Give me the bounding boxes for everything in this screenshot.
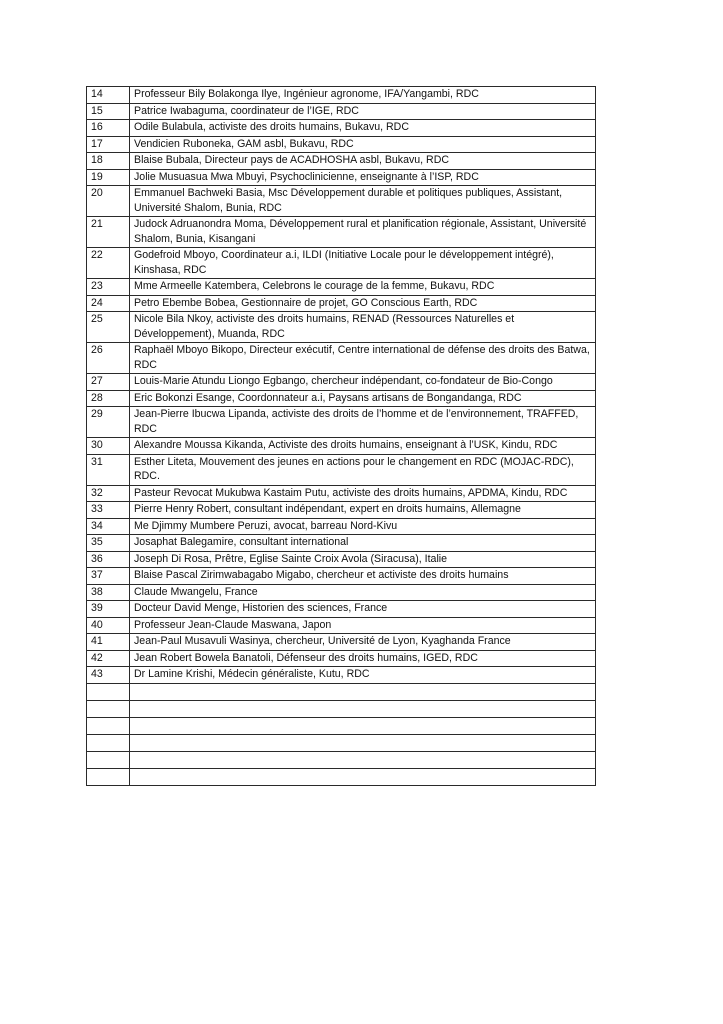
table-row	[87, 248, 596, 279]
row-number-cell: 26	[87, 343, 130, 374]
table-row	[87, 734, 596, 751]
signatory-cell: Claude Mwangelu, France	[130, 584, 596, 601]
table-row	[87, 584, 596, 601]
row-number-cell: 24	[87, 295, 130, 312]
row-number-cell: 36	[87, 551, 130, 568]
signatory-cell	[130, 683, 596, 700]
signatory-cell: Blaise Pascal Zirimwabagabo Migabo, chercheur et activiste des droits humains	[130, 568, 596, 585]
row-number-cell	[87, 717, 130, 734]
row-number-cell: 27	[87, 374, 130, 391]
signatory-cell	[130, 768, 596, 785]
table-row	[87, 374, 596, 391]
signatory-cell: Vendicien Ruboneka, GAM asbl, Bukavu, RDC	[130, 136, 596, 153]
signatory-cell: Professeur Jean-Claude Maswana, Japon	[130, 617, 596, 634]
row-number-cell	[87, 683, 130, 700]
signatory-cell: Jolie Musuasua Mwa Mbuyi, Psychoclinicienne, enseignante à l’ISP, RDC	[130, 169, 596, 186]
row-number-cell: 29	[87, 407, 130, 438]
table-row	[87, 454, 596, 485]
row-number-cell: 37	[87, 568, 130, 585]
table-row	[87, 153, 596, 170]
table-row	[87, 768, 596, 785]
signatory-cell	[130, 734, 596, 751]
signatories-table-body	[87, 87, 596, 786]
row-number-cell: 43	[87, 667, 130, 684]
signatory-cell: Dr Lamine Krishi, Médecin généraliste, Kutu, RDC	[130, 667, 596, 684]
row-number-cell: 33	[87, 502, 130, 519]
row-number-cell: 14	[87, 87, 130, 104]
table-row	[87, 634, 596, 651]
signatory-cell: Pasteur Revocat Mukubwa Kastaim Putu, activiste des droits humains, APDMA, Kindu, RDC	[130, 485, 596, 502]
table-row	[87, 650, 596, 667]
signatory-cell: Me Djimmy Mumbere Peruzi, avocat, barreau Nord-Kivu	[130, 518, 596, 535]
signatory-cell: Docteur David Menge, Historien des sciences, France	[130, 601, 596, 618]
table-row	[87, 87, 596, 104]
row-number-cell: 21	[87, 217, 130, 248]
row-number-cell: 30	[87, 438, 130, 455]
table-row	[87, 186, 596, 217]
signatory-cell	[130, 717, 596, 734]
table-row	[87, 617, 596, 634]
row-number-cell: 31	[87, 454, 130, 485]
table-row	[87, 518, 596, 535]
table-row	[87, 485, 596, 502]
signatory-cell: Patrice Iwabaguma, coordinateur de l’IGE, RDC	[130, 103, 596, 120]
row-number-cell: 28	[87, 390, 130, 407]
table-row	[87, 295, 596, 312]
signatory-cell: Professeur Bily Bolakonga Ilye, Ingénieur agronome, IFA/Yangambi, RDC	[130, 87, 596, 104]
row-number-cell	[87, 700, 130, 717]
row-number-cell: 23	[87, 279, 130, 296]
row-number-cell: 19	[87, 169, 130, 186]
row-number-cell	[87, 751, 130, 768]
signatory-cell	[130, 751, 596, 768]
signatory-cell	[130, 700, 596, 717]
signatory-cell: Jean-Pierre Ibucwa Lipanda, activiste des droits de l’homme et de l’environnement, TRAFFED, RDC	[130, 407, 596, 438]
signatory-cell: Jean Robert Bowela Banatoli, Défenseur des droits humains, IGED, RDC	[130, 650, 596, 667]
table-row	[87, 438, 596, 455]
row-number-cell: 40	[87, 617, 130, 634]
table-row	[87, 700, 596, 717]
row-number-cell: 32	[87, 485, 130, 502]
table-row	[87, 169, 596, 186]
table-row	[87, 568, 596, 585]
signatory-cell: Eric Bokonzi Esange, Coordonnateur a.i, Paysans artisans de Bongandanga, RDC	[130, 390, 596, 407]
row-number-cell: 25	[87, 312, 130, 343]
signatory-cell: Judock Adruanondra Moma, Développement rural et planification régionale, Assistant, Université Shalom, Bunia, Kisangani	[130, 217, 596, 248]
signatory-cell: Pierre Henry Robert, consultant indépendant, expert en droits humains, Allemagne	[130, 502, 596, 519]
signatory-cell: Nicole Bila Nkoy, activiste des droits humains, RENAD (Ressources Naturelles et Développement), Muanda, RDC	[130, 312, 596, 343]
signatory-cell: Raphaël Mboyo Bikopo, Directeur exécutif, Centre international de défense des droits des Batwa, RDC	[130, 343, 596, 374]
signatory-cell: Alexandre Moussa Kikanda, Activiste des droits humains, enseignant à l’USK, Kindu, RDC	[130, 438, 596, 455]
table-row	[87, 717, 596, 734]
signatory-cell: Odile Bulabula, activiste des droits humains, Bukavu, RDC	[130, 120, 596, 137]
table-row	[87, 407, 596, 438]
table-row	[87, 667, 596, 684]
table-row	[87, 535, 596, 552]
signatories-table	[86, 86, 596, 786]
table-row	[87, 551, 596, 568]
signatory-cell: Godefroid Mboyo, Coordinateur a.i, ILDI (Initiative Locale pour le développement intégré), Kinshasa, RDC	[130, 248, 596, 279]
row-number-cell: 17	[87, 136, 130, 153]
table-row	[87, 312, 596, 343]
row-number-cell: 18	[87, 153, 130, 170]
table-row	[87, 601, 596, 618]
signatory-cell: Emmanuel Bachweki Basia, Msc Développement durable et politiques publiques, Assistant, Université Shalom, Bunia, RDC	[130, 186, 596, 217]
signatory-cell: Mme Armeelle Katembera, Celebrons le courage de la femme, Bukavu, RDC	[130, 279, 596, 296]
table-row	[87, 217, 596, 248]
table-row	[87, 136, 596, 153]
signatory-cell: Louis-Marie Atundu Liongo Egbango, chercheur indépendant, co-fondateur de Bio-Congo	[130, 374, 596, 391]
table-row	[87, 390, 596, 407]
signatory-cell: Jean-Paul Musavuli Wasinya, chercheur, Université de Lyon, Kyaghanda France	[130, 634, 596, 651]
row-number-cell: 42	[87, 650, 130, 667]
row-number-cell: 16	[87, 120, 130, 137]
table-row	[87, 103, 596, 120]
row-number-cell: 35	[87, 535, 130, 552]
table-row	[87, 120, 596, 137]
signatory-cell: Esther Liteta, Mouvement des jeunes en actions pour le changement en RDC (MOJAC-RDC), RDC.	[130, 454, 596, 485]
row-number-cell: 34	[87, 518, 130, 535]
table-row	[87, 502, 596, 519]
row-number-cell	[87, 734, 130, 751]
table-row	[87, 683, 596, 700]
signatory-cell: Petro Ebembe Bobea, Gestionnaire de projet, GO Conscious Earth, RDC	[130, 295, 596, 312]
row-number-cell: 39	[87, 601, 130, 618]
row-number-cell: 15	[87, 103, 130, 120]
row-number-cell: 22	[87, 248, 130, 279]
row-number-cell	[87, 768, 130, 785]
signatory-cell: Blaise Bubala, Directeur pays de ACADHOSHA asbl, Bukavu, RDC	[130, 153, 596, 170]
row-number-cell: 20	[87, 186, 130, 217]
table-row	[87, 279, 596, 296]
signatory-cell: Josaphat Balegamire, consultant international	[130, 535, 596, 552]
row-number-cell: 41	[87, 634, 130, 651]
table-row	[87, 343, 596, 374]
row-number-cell: 38	[87, 584, 130, 601]
signatory-cell: Joseph Di Rosa, Prêtre, Eglise Sainte Croix Avola (Siracusa), Italie	[130, 551, 596, 568]
table-row	[87, 751, 596, 768]
